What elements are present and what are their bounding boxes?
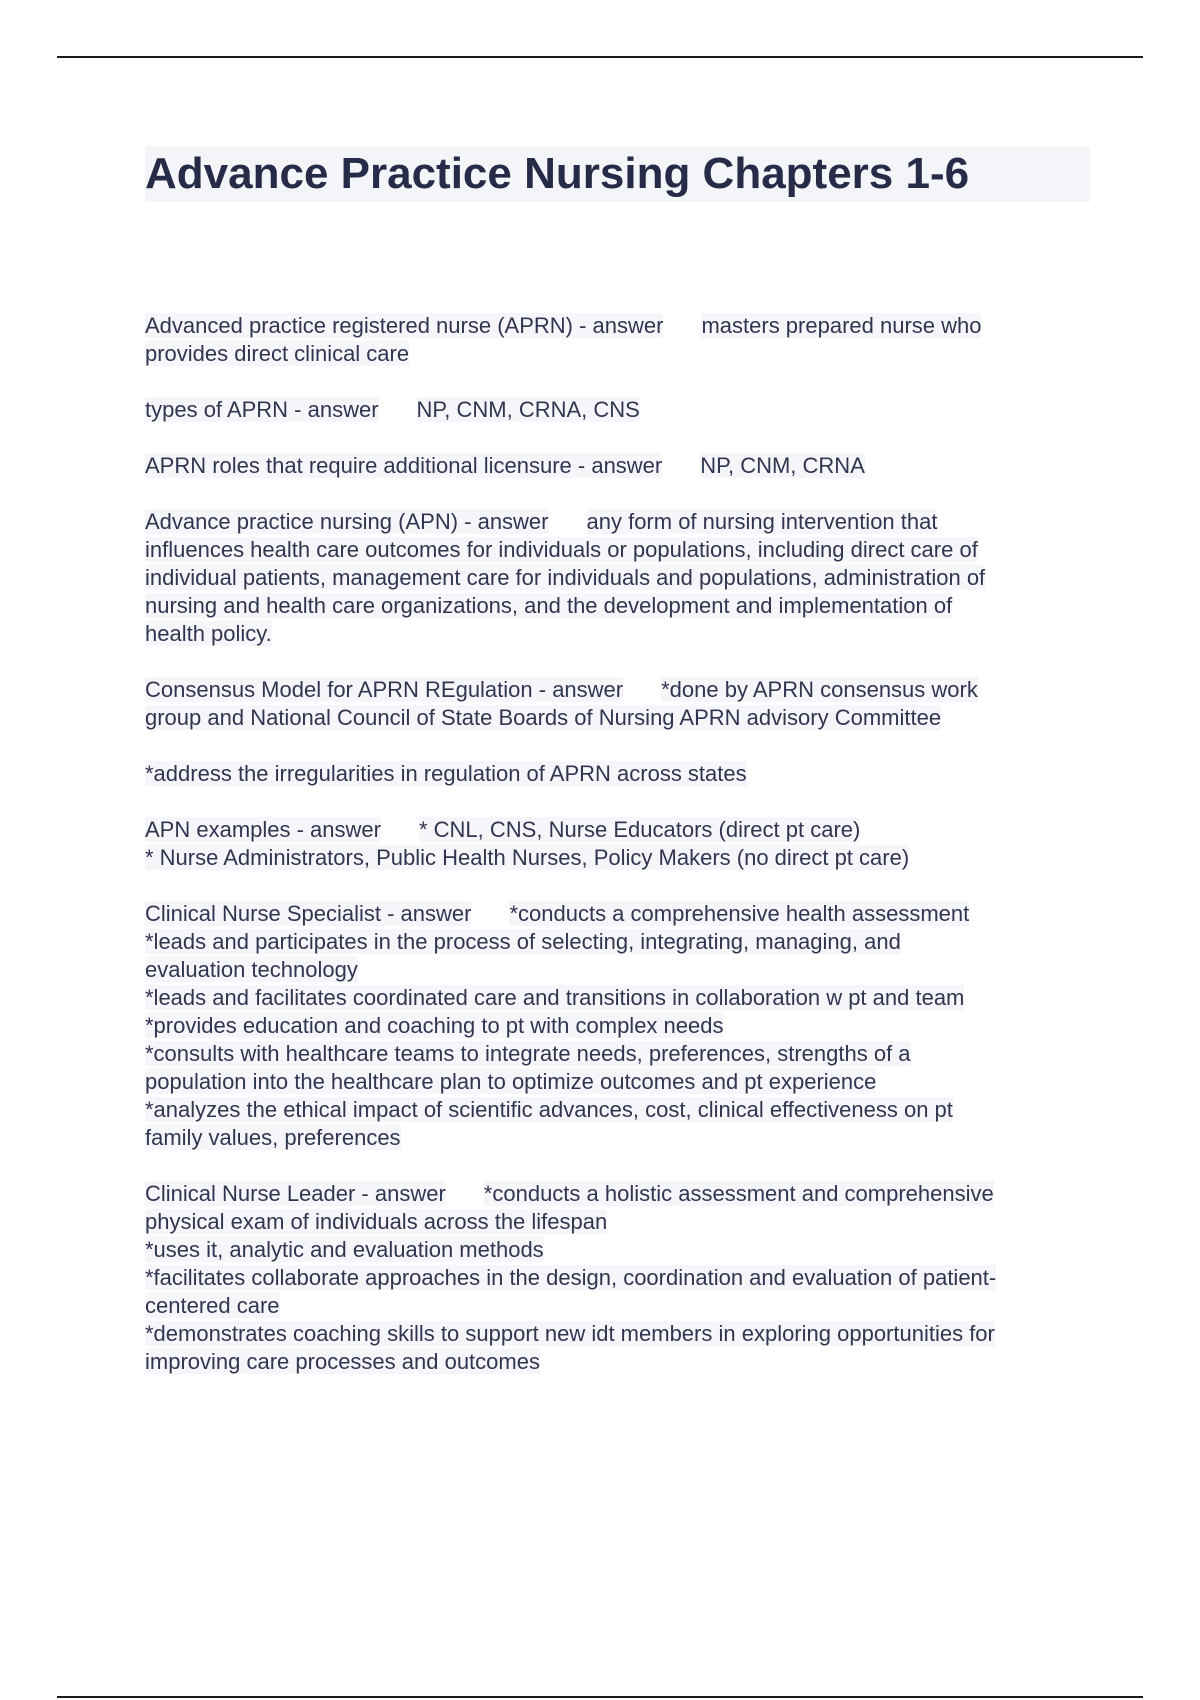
flashcard-entry — [145, 508, 1090, 648]
entry-term: Clinical Nurse Leader - answer — [145, 1181, 446, 1206]
entry-text: *demonstrates coaching skills to support new idt members in exploring opportunities for — [145, 1321, 995, 1346]
entry-line — [145, 1040, 1090, 1068]
entry-line — [145, 312, 1090, 340]
flashcard-entry — [145, 676, 1090, 732]
entry-line — [145, 1236, 1090, 1264]
entry-text: centered care — [145, 1293, 280, 1318]
entry-text: * Nurse Administrators, Public Health Nurses, Policy Makers (no direct pt care) — [145, 845, 910, 870]
flashcard-entry — [145, 1180, 1090, 1376]
entry-line — [145, 928, 1090, 956]
title-block — [145, 146, 1090, 202]
entry-line — [145, 1264, 1090, 1292]
entry-line — [145, 844, 1090, 872]
entry-term: Advanced practice registered nurse (APRN) - answer — [145, 313, 664, 338]
entry-term: APN examples - answer — [145, 817, 381, 842]
entry-line — [145, 1320, 1090, 1348]
entry-line — [145, 1068, 1090, 1096]
entry-text: evaluation technology — [145, 957, 358, 982]
entry-text: physical exam of individuals across the lifespan — [145, 1209, 608, 1234]
entry-term: Advance practice nursing (APN) - answer — [145, 509, 549, 534]
entry-text: individual patients, management care for individuals and populations, administration of — [145, 565, 986, 590]
entry-line — [145, 508, 1090, 536]
entry-line — [145, 620, 1090, 648]
entry-line — [145, 564, 1090, 592]
entry-text: *analyzes the ethical impact of scientific advances, cost, clinical effectiveness on pt — [145, 1097, 953, 1122]
entry-line — [145, 984, 1090, 1012]
entry-line — [145, 1180, 1090, 1208]
entry-line — [145, 340, 1090, 368]
bottom-rule — [57, 1696, 1143, 1698]
entry-line — [145, 1348, 1090, 1376]
flashcard-entry — [145, 312, 1090, 368]
entry-text: population into the healthcare plan to optimize outcomes and pt experience — [145, 1069, 877, 1094]
entry-line — [145, 1292, 1090, 1320]
entry-text: *facilitates collaborate approaches in the design, coordination and evaluation of patient- — [145, 1265, 997, 1290]
entry-term: APRN roles that require additional licensure - answer — [145, 453, 663, 478]
entry-text: family values, preferences — [145, 1125, 401, 1150]
flashcard-entry — [145, 900, 1090, 1152]
entry-line — [145, 760, 1090, 788]
entry-line — [145, 1124, 1090, 1152]
entry-definition: *conducts a comprehensive health assessment — [509, 901, 970, 926]
entry-line — [145, 1208, 1090, 1236]
entry-text: *consults with healthcare teams to integrate needs, preferences, strengths of a — [145, 1041, 911, 1066]
entry-line — [145, 1096, 1090, 1124]
entry-term: Consensus Model for APRN REgulation - answer — [145, 677, 624, 702]
entry-line — [145, 536, 1090, 564]
entry-definition: *conducts a holistic assessment and comprehensive — [483, 1181, 994, 1206]
flashcard-entry — [145, 816, 1090, 872]
entry-text: group and National Council of State Boards of Nursing APRN advisory Committee — [145, 705, 942, 730]
entry-line — [145, 452, 1090, 480]
entry-definition: masters prepared nurse who — [701, 313, 982, 338]
flashcard-entry — [145, 452, 1090, 480]
entry-line — [145, 816, 1090, 844]
entry-definition: NP, CNM, CRNA, CNS — [416, 397, 640, 422]
entry-line — [145, 676, 1090, 704]
entry-text: nursing and health care organizations, and the development and implementation of — [145, 593, 953, 618]
top-rule — [57, 56, 1143, 58]
entry-definition: NP, CNM, CRNA — [700, 453, 865, 478]
entry-text: *leads and facilitates coordinated care and transitions in collaboration w pt and team — [145, 985, 965, 1010]
flashcard-entry — [145, 760, 1090, 788]
entry-line — [145, 396, 1090, 424]
entry-text: improving care processes and outcomes — [145, 1349, 540, 1374]
page-title: Advance Practice Nursing Chapters 1-6 — [145, 149, 970, 198]
entry-text: health policy. — [145, 621, 272, 646]
entry-line — [145, 592, 1090, 620]
entry-text: *uses it, analytic and evaluation methods — [145, 1237, 544, 1262]
entry-term: types of APRN - answer — [145, 397, 379, 422]
flashcard-entry — [145, 396, 1090, 424]
entry-line — [145, 956, 1090, 984]
flashcard-list — [145, 312, 1090, 1404]
entry-line — [145, 704, 1090, 732]
entry-definition: any form of nursing intervention that — [586, 509, 938, 534]
entry-text: *leads and participates in the process of selecting, integrating, managing, and — [145, 929, 901, 954]
entry-definition: * CNL, CNS, Nurse Educators (direct pt care) — [418, 817, 861, 842]
entry-text: provides direct clinical care — [145, 341, 410, 366]
entry-text: *address the irregularities in regulation of APRN across states — [145, 761, 747, 786]
entry-term: Clinical Nurse Specialist - answer — [145, 901, 472, 926]
entry-definition: *done by APRN consensus work — [661, 677, 978, 702]
entry-text: *provides education and coaching to pt with complex needs — [145, 1013, 724, 1038]
entry-text: influences health care outcomes for individuals or populations, including direct care of — [145, 537, 978, 562]
entry-line — [145, 900, 1090, 928]
entry-line — [145, 1012, 1090, 1040]
